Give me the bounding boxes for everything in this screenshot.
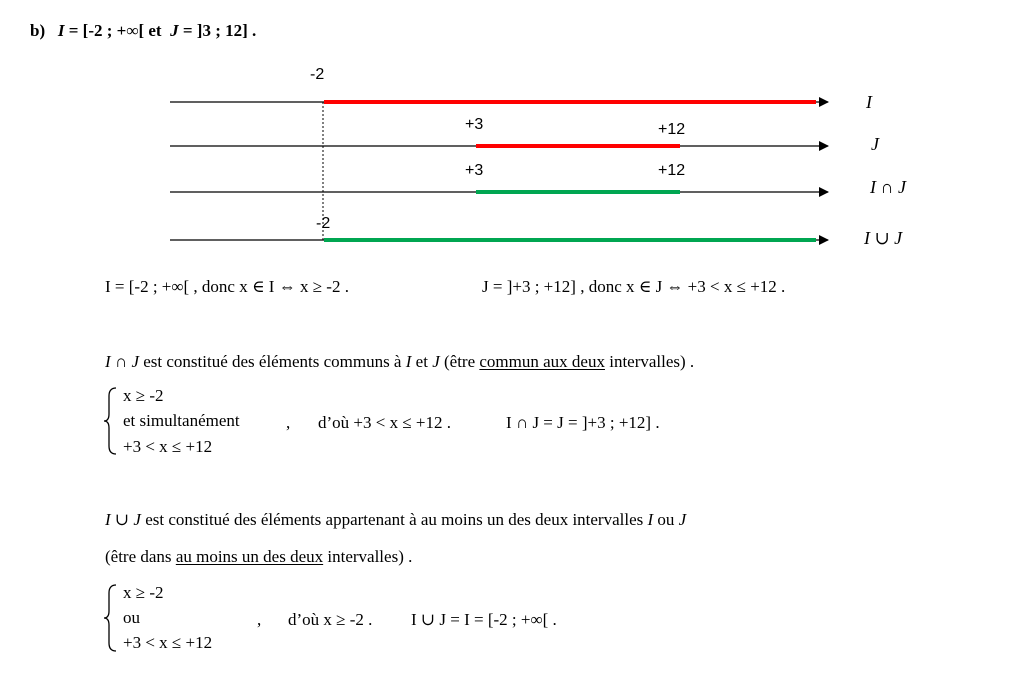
union-underlined: au moins un des deux (175, 547, 324, 566)
line-name-I: I (866, 92, 872, 112)
I-equivalence: , donc x ∈ I ⇔ x ≥ -2 . (189, 277, 349, 296)
title-J-interval: = ]3 ; 12] . (178, 21, 257, 40)
set-definitions (105, 278, 349, 295)
J-definition-line (482, 278, 785, 295)
union-text: est constitué des éléments appartenant à au moins un des deux intervalles (140, 510, 648, 529)
union-symbol: I ∪ J (105, 510, 141, 529)
intersection-system-brace (103, 386, 119, 456)
union-system-line2: ou (123, 608, 140, 627)
intersection-paren-open: (être (439, 352, 480, 371)
union-system-brace (103, 583, 119, 653)
union-I: I (647, 510, 654, 529)
union-dou: d’où x ≥ -2 . (288, 610, 373, 629)
union-line2-start: (être dans (105, 547, 176, 566)
union-sentence-line2 (105, 548, 412, 565)
line-name-intersection: I ∩ J (870, 177, 906, 197)
union-ou: ou (653, 510, 679, 529)
intersection-system-line1: x ≥ -2 (123, 386, 164, 405)
J-definition: J = ]+3 ; +12] (482, 277, 576, 296)
title-I-interval: = [-2 ; +∞[ (64, 21, 149, 40)
intersection-dou: d’où +3 < x ≤ +12 . (318, 413, 452, 432)
intersection-paren-close: intervalles) . (604, 352, 695, 371)
intersection-system-line2: et simultanément (123, 411, 240, 430)
line-name-J: J (871, 134, 879, 154)
intersection-sentence (105, 353, 694, 370)
intersection-symbol: I ∩ J (105, 352, 139, 371)
label-plus3-J: +3 (465, 116, 484, 133)
I-definition: I = [-2 ; +∞[ (105, 277, 190, 296)
intersection-underlined: commun aux deux (479, 352, 605, 371)
title-J: J (170, 21, 179, 40)
label-plus12-inter: +12 (658, 162, 686, 179)
union-system-line1: x ≥ -2 (123, 583, 164, 602)
union-line2-end: intervalles) . (323, 547, 413, 566)
line-name-union: I ∪ J (864, 228, 903, 248)
label-minus2-bottom: -2 (316, 215, 331, 232)
union-sentence (105, 511, 686, 528)
union-system-line3: +3 < x ≤ +12 (123, 633, 213, 652)
intersection-J: J (432, 352, 440, 371)
label-minus2-top: -2 (310, 66, 325, 83)
intersection-result: I ∩ J = J = ]+3 ; +12] . (506, 413, 660, 432)
J-equivalence: , donc x ∈ J ⇔ +3 < x ≤ +12 . (575, 277, 786, 296)
intersection-text: est constitué des éléments communs à (138, 352, 406, 371)
intersection-et: et (411, 352, 433, 371)
union-result: I ∪ J = I = [-2 ; +∞[ . (411, 610, 557, 629)
union-J: J (678, 510, 687, 529)
label-plus12-J: +12 (658, 121, 686, 138)
intersection-I: I (405, 352, 412, 371)
union-comma: , (257, 610, 262, 629)
label-plus3-inter: +3 (465, 162, 484, 179)
part-label: b) (30, 21, 46, 40)
intersection-system-line3: +3 < x ≤ +12 (123, 437, 213, 456)
title-et: et (148, 21, 162, 40)
title-I: I (57, 21, 65, 40)
intersection-comma: , (286, 413, 291, 432)
